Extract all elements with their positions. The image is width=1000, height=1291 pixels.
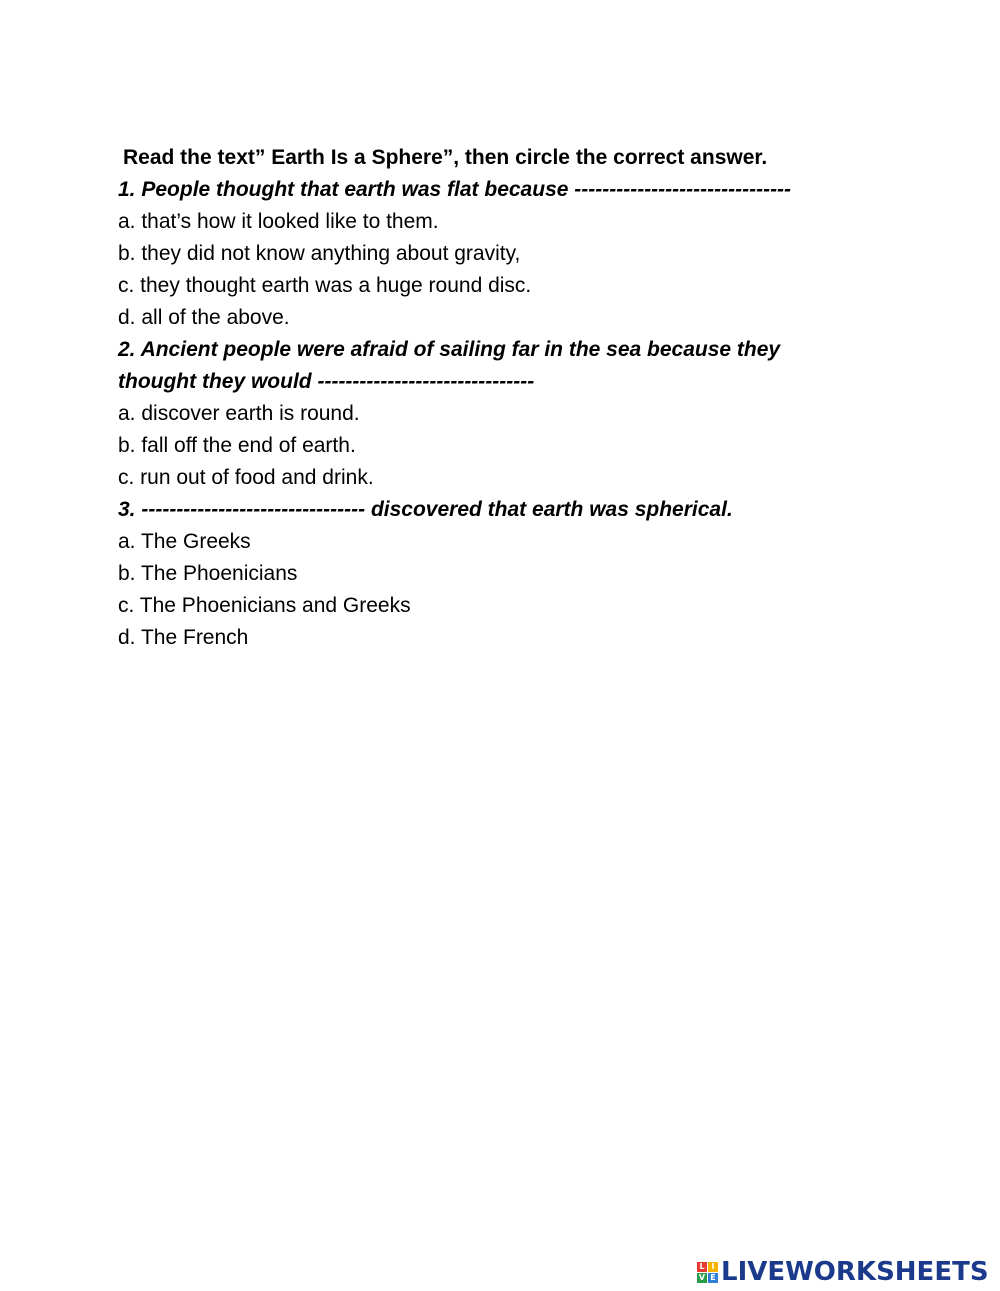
question-1-option-a[interactable]: a. that’s how it looked like to them. [118, 210, 439, 233]
logo-cell-v: V [698, 1272, 706, 1282]
logo-cell-l: L [697, 1262, 707, 1272]
question-1-option-c[interactable]: c. they thought earth was a huge round disc. [118, 274, 532, 297]
live-logo-icon [697, 1262, 718, 1283]
question-3-option-d[interactable]: d. The French [118, 626, 249, 649]
question-2-option-c[interactable]: c. run out of food and drink. [118, 466, 374, 489]
question-2-prompt: 2. Ancient people were afraid of sailing far in the sea because they thought they would ------------------------------- [118, 338, 781, 393]
liveworksheets-logo [697, 1255, 989, 1289]
question-3-option-b[interactable]: b. The Phoenicians [118, 562, 298, 585]
question-3-option-a[interactable]: a. The Greeks [118, 530, 251, 553]
question-1-option-d[interactable]: d. all of the above. [118, 306, 290, 329]
brand-text: LIVEWORKSHEETS [721, 1257, 989, 1287]
instruction-text: Read the text” Earth Is a Sphere”, then circle the correct answer. [123, 146, 768, 169]
question-1-prompt: 1. People thought that earth was flat because ------------------------------- [118, 178, 792, 201]
logo-cell-i: I [708, 1262, 718, 1272]
question-3-prompt: 3. -------------------------------- discovered that earth was spherical. [118, 498, 733, 521]
question-3-option-c[interactable]: c. The Phoenicians and Greeks [118, 594, 411, 617]
question-2-option-b[interactable]: b. fall off the end of earth. [118, 434, 356, 457]
question-1-option-b[interactable]: b. they did not know anything about gravity, [118, 242, 521, 265]
worksheet [118, 142, 938, 654]
logo-cell-e: E [708, 1273, 718, 1283]
question-2-option-a[interactable]: a. discover earth is round. [118, 402, 360, 425]
